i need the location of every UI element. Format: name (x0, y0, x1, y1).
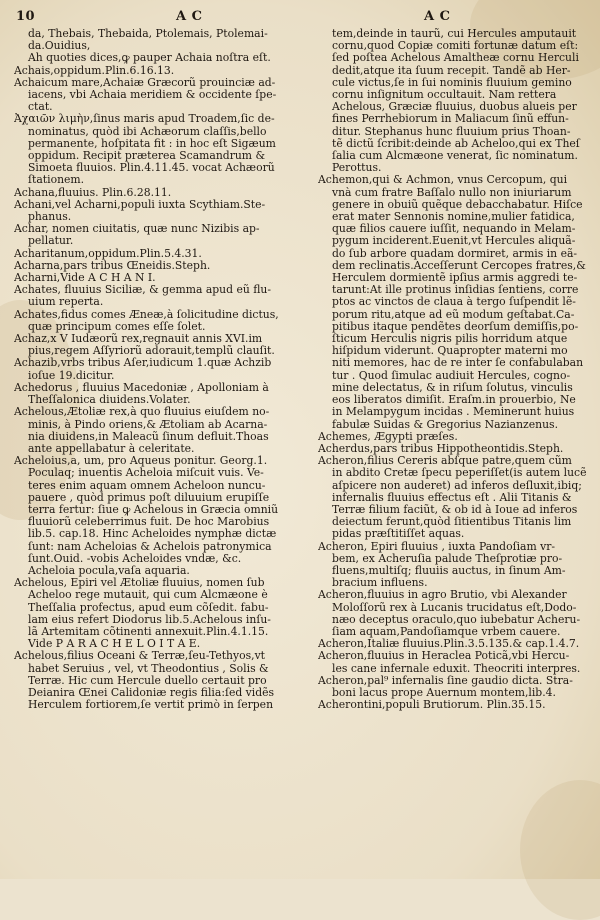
text-line: uium reperta. (28, 296, 104, 309)
text-line: lã Artemitam cõtinenti annexuit.Plin.4.1.15. (28, 625, 269, 638)
text-line: tẽ dictũ ſcribit:deinde ab Acheloo,qui ex Theſ (332, 137, 580, 150)
text-line: Achemon,qui & Achmon, vnus Cercopum, qui (318, 174, 568, 187)
text-line: Acheloo rege mutauit, qui cum Alcmæone è (28, 589, 268, 602)
text-line: Achedorus , fluuius Macedoniæ , Apolloniam à (14, 381, 269, 394)
text-line: ſunt: nam Acheloias & Achelois patronymica (28, 540, 272, 553)
text-line: lib.5. cap.18. Hinc Acheloides nymphæ dictæ (28, 528, 277, 541)
text-line: quæ principum comes eſſe ſolet. (28, 320, 206, 333)
text-line: ſtationem. (28, 174, 85, 187)
text-line: ſticum Herculis nigris pilis horridum atque (332, 333, 568, 346)
text-line: habet Seruius , vel, vt Theodontius , Solis & (28, 662, 269, 675)
text-line: Simoeta fluuios. Plin.4.11.45. vocat Achæorũ (28, 162, 275, 175)
text-line: in abdito Cretæ ſpecu peperiſſet(is autem lucẽ (332, 467, 587, 480)
text-line: boni lacus prope Auernum montem,lib.4. (332, 686, 556, 699)
text-line: Acheron,filius Cereris abſque patre,quem cũm (318, 455, 572, 468)
text-line: Acheloius,a, um, pro Aqueus ponitur. Georg.1. (14, 455, 268, 468)
text-line: Achates,fidus comes Æneæ,à ſolicitudine dictus, (14, 308, 279, 321)
text-line: Achana,fluuius. Plin.6.28.11. (14, 186, 172, 199)
text-line: deiectum ferunt,quòd ſitientibus Titanis lim (332, 516, 572, 529)
text-line: ſiam aquam,Pandoſiamque vrbem cauere. (332, 625, 561, 638)
text-line: phanus. (28, 211, 72, 224)
text-line: Acherdus,pars tribus Hippotheontidis.Steph. (318, 442, 564, 455)
text-line: vnà cum fratre Baſſalo nullo non iniuriarum (332, 186, 572, 199)
text-line: Achemes, Ægypti præſes. (318, 430, 458, 443)
text-line: nia diuidens,in Maleacũ ſinum defluit.Thoas (28, 430, 269, 443)
text-line: bem, ex Acheruſia palude Theſprotiæ pro- (332, 552, 563, 565)
text-line: Poculaq; inuentis Acheloia miſcuit vuis. Ve- (28, 467, 264, 480)
text-line: Achais,oppidum.Plin.6.16.13. (14, 64, 175, 77)
right-column (318, 28, 590, 711)
text-line: ſed poſtea Achelous Amaltheæ cornu Herculi (332, 52, 579, 65)
text-line: lam eius refert Diodorus lib.5.Achelous inſu- (28, 613, 271, 626)
left-column (14, 28, 282, 711)
text-line: fluens,multiſq; fluuiis auctus, in ſinum Am- (332, 564, 566, 577)
text-line: Acharna,pars tribus Œneidis.Steph. (14, 259, 211, 272)
text-line: hiſpidum viderunt. Quapropter materni mo (332, 345, 568, 358)
text-line: Achelous,filius Oceani & Terræ,ſeu-Tethyos,vt (14, 650, 266, 663)
right-running-head: A C (424, 9, 451, 24)
text-line: Acheron,fluuius in Heraclea Poticã,vbi Hercu- (318, 650, 570, 663)
page-number: 10 (16, 9, 36, 24)
text-line: erat mater Sennonis nomine,mulier fatidica, (332, 211, 575, 224)
text-line: da, Thebais, Thebaida, Ptolemais, Ptolemai- (28, 28, 268, 40)
text-line: Achaicum mare,Achaiæ Græcorũ prouinciæ ad- (14, 76, 276, 89)
text-line: Achaz,x V Iudæorũ rex,regnauit annis XVI.im (14, 333, 263, 346)
text-line: eos liberatos dimiſit. Eraſm.in prouerbio, Ne (332, 394, 576, 407)
text-line: Herculem fortiorem,ſe vertit primò in ſerpen (28, 699, 274, 712)
text-line: Acheron,pal⁹ infernalis ſine gaudio dicta. Stra- (318, 674, 573, 687)
text-line: Theſſalia profectus, apud eum cõſedit. fabu- (28, 601, 269, 614)
text-line: fines Perrhebiorum in Maliacum ſinũ effun- (332, 113, 569, 126)
text-line: ante appellabatur à celeritate. (28, 442, 195, 455)
text-line: Achelous, Epiri vel Ætoliæ fluuius, nomen ſub (14, 577, 265, 590)
text-line: Achates, fluuius Siciliæ, & gemma apud eũ flu- (14, 284, 272, 297)
text-line: les cane infernale eduxit. Theocriti interpres. (332, 662, 581, 675)
text-line: in Melampygum incidas . Meminerunt huius (332, 406, 575, 419)
text-line: ctat. (28, 101, 53, 114)
text-line: tarunt:At ille protinus inſidias ſentiens, corre (332, 284, 579, 297)
text-line: Terræ. Hic cum Hercule duello certauit pro (28, 674, 267, 687)
text-line: Achelous, Græciæ fluuius, duobus alueis per (332, 101, 577, 114)
text-line: minis, à Pindo oriens,& Ætoliam ab Acarna- (28, 418, 268, 431)
text-line: cornu,quod Copiæ comiti fortunæ datum eſt: (332, 40, 579, 53)
text-line: genere in obuiũ quẽque debacchabatur. Hiſce (332, 198, 583, 211)
text-line: Ah quoties dices,ꝙ pauper Achaia noſtra eſt. (28, 52, 271, 65)
text-line: ditur. Stephanus hunc fluuium prius Thoan- (332, 125, 571, 138)
text-line: terra fertur: ſiue ꝙ Achelous in Græcia omniũ (28, 503, 279, 516)
text-line: Achelous,Ætoliæ rex,à quo fluuius eiuſdem no- (14, 406, 270, 419)
left-running-head: A C (176, 9, 203, 24)
text-line: aſpicere non auderet) ad inferos deſluxit,ibiq; (332, 479, 582, 492)
text-line: fluuiorũ celeberrimus fuit. De hoc Marobius (28, 516, 270, 529)
text-line: pygum inciderent.Euenit,vt Hercules aliquã- (332, 235, 576, 248)
text-line: teres enim aquam omnem Acheloon nuncu- (28, 479, 266, 492)
text-line: Theſſalonica diuidens.Volater. (28, 394, 191, 407)
text-line: ſunt.Ouid. -vobis Acheloides vndæ, &c. (28, 552, 242, 565)
text-line: Acherontini,populi Brutiorum. Plin.35.15. (318, 699, 546, 712)
text-line: dedit,atque ita ſuum recepit. Tandẽ ab Her- (332, 64, 571, 77)
text-line: næo deceptus oraculo,quo iubebatur Acheru- (332, 613, 581, 626)
text-line: cule victus,ſe in ſui nominis fluuium gemino (332, 76, 572, 89)
text-line: Deianira Œnei Calidoniæ regis filia:ſed vidẽs (28, 686, 275, 699)
text-line: do ſub arbore quadam dormiret, armis in eã- (332, 247, 578, 260)
text-line: ioſue 19.dicitur. (28, 369, 115, 382)
text-line: ſalia cum Alcmæone venerat, ſic nominatum. (332, 150, 578, 163)
text-line: Acheron, Epiri fluuius , iuxta Pandoſiam vr- (318, 540, 556, 553)
text-line: pius,regem Aſſyriorũ adorauit,templũ clauſit. (28, 345, 275, 358)
text-line: iacens, vbi Achaia meridiem & occidente ſpe- (28, 89, 277, 102)
text-line: oppidum. Recipit præterea Scamandrum & (28, 150, 266, 163)
text-line: niti memores, hac de re inter ſe confabulaban (332, 357, 584, 370)
text-line: porum ritu,atque ad eũ modum geſtabat.Ca- (332, 308, 575, 321)
text-line: bracium influens. (332, 577, 428, 590)
text-line: pidas præſtitiſſet aquas. (332, 528, 465, 541)
text-line: Vide P A R A C H E L O I T A E. (28, 638, 201, 651)
text-line: Acheloia pocula,vaſa aquaria. (28, 564, 190, 577)
text-line: Ἀχαιῶν λιμὴν,ſinus maris apud Troadem,ſic de- (14, 113, 275, 126)
text-line: Acharni,Vide A C H A N I. (14, 272, 156, 285)
text-line: ptos ac vinctos de claua à tergo ſuſpendit lẽ- (332, 296, 576, 309)
text-line: nominatus, quòd ibi Achæorum claſſis,bello (28, 125, 267, 138)
text-line: pauere , quòd primus poſt diluuium erupiſſe (28, 491, 270, 504)
text-line: Moloſſorũ rex à Lucanis trucidatus eſt,Dodo- (332, 601, 577, 614)
text-line: quæ filios cauere iuſſit, nequando in Melam- (332, 223, 576, 236)
text-line: Acharitanum,oppidum.Plin.5.4.31. (14, 247, 202, 260)
text-line: Acheron,fluuius in agro Brutio, vbi Alexander (318, 589, 567, 602)
text-line: tem,deinde in taurũ, cui Hercules amputauit (332, 28, 577, 40)
text-line: da.Ouidius, (28, 40, 91, 53)
text-line: tur . Quod ſimulac audiuit Hercules, cogno- (332, 369, 571, 382)
text-line: Herculem dormientẽ ipſius armis aggredi te- (332, 272, 578, 285)
text-line: fabulæ Suidas & Gregorius Nazianzenus. (332, 418, 559, 431)
text-line: dem reclinatis.Acceſſerunt Cercopes fratres,& (332, 259, 586, 272)
text-line: Achar, nomen ciuitatis, quæ nunc Nizibis ap- (14, 223, 260, 236)
text-line: Achani,vel Acharni,populi iuxta Scythiam.Ste- (14, 198, 266, 211)
text-line: pitibus itaque pendẽtes deorſum demiſſis,po- (332, 320, 579, 333)
text-line: Perottus. (332, 162, 382, 175)
text-line: infernalis fluuius effectus eſt . Alii Titanis & (332, 491, 572, 504)
text-line: mine delectatus, & in riſum ſolutus, vinculis (332, 381, 573, 394)
text-line: Achazib,vrbs tribus Aſer,iudicum 1.quæ Achzib (14, 357, 272, 370)
text-line: pellatur. (28, 235, 74, 248)
text-line: cornu inſignitum occultauit. Nam rettera (332, 89, 557, 102)
text-line: Acheron,Italiæ fluuius.Plin.3.5.135.& cap.1.4.7. (318, 638, 580, 651)
text-line: permanente, hoſpitata fit : in hoc eſt Sigæum (28, 137, 276, 150)
text-line: Terræ filium faciũt, & ob id à Ioue ad inferos (332, 503, 578, 516)
paper-stain (520, 780, 600, 920)
